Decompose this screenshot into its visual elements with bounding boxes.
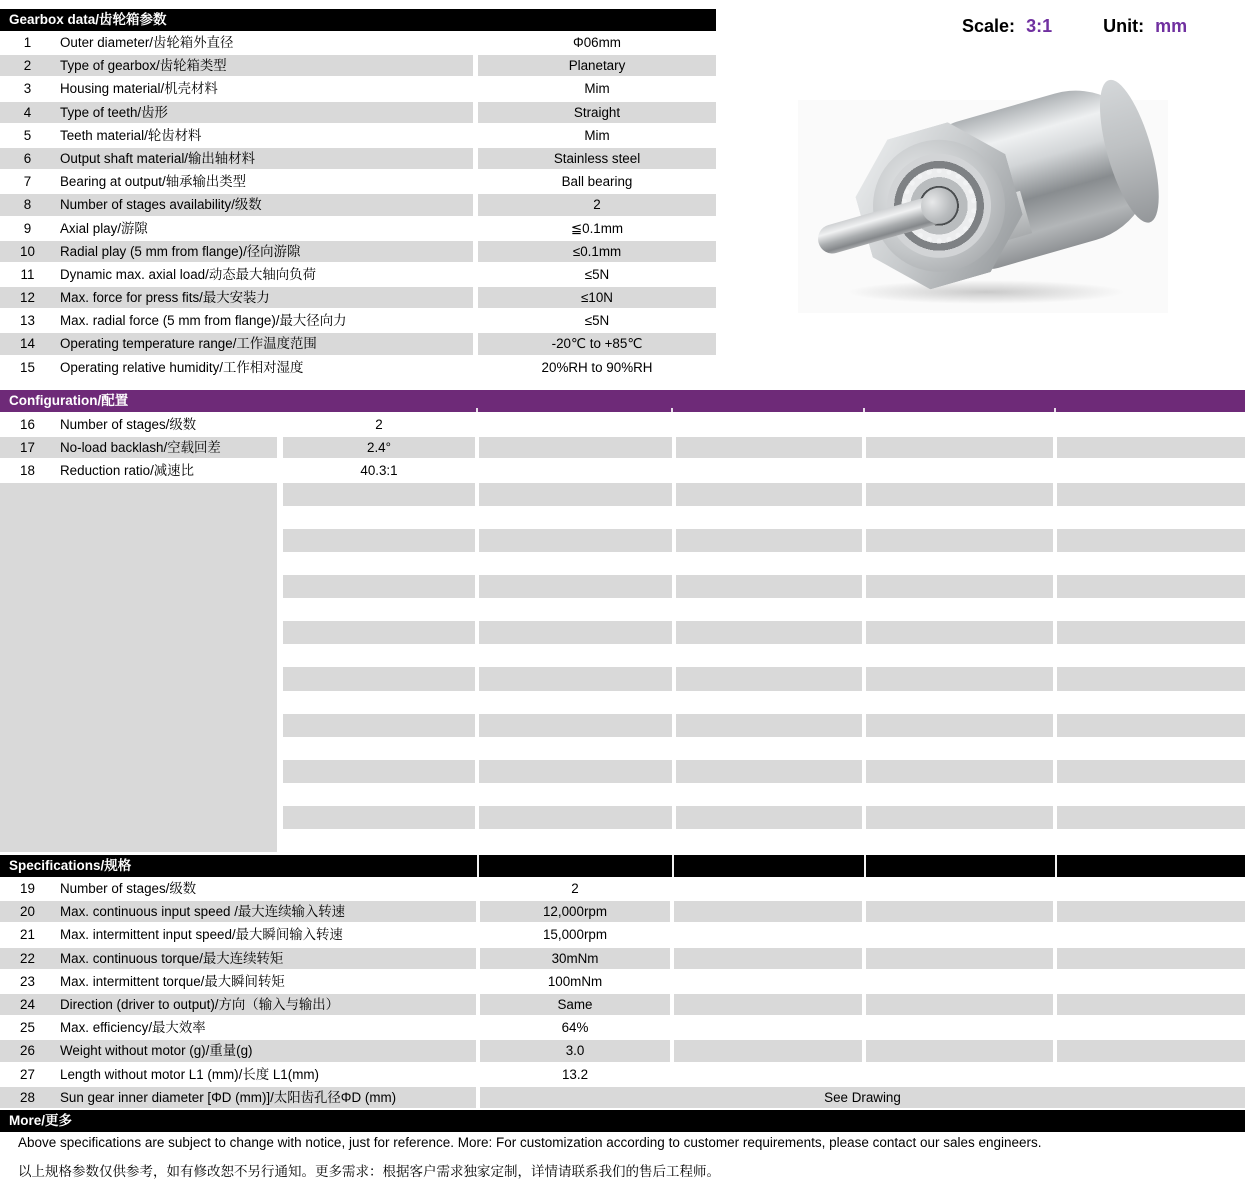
empty-grid-cell bbox=[283, 621, 475, 644]
row-label: No-load backlash/空载回差 bbox=[60, 440, 221, 456]
row-label: Max. continuous torque/最大连续转矩 bbox=[60, 950, 284, 966]
row-number: 21 bbox=[20, 927, 35, 943]
row-label: Operating temperature range/工作温度范围 bbox=[60, 336, 317, 352]
row-label: Type of teeth/齿形 bbox=[60, 104, 168, 120]
row-value: 30mNm bbox=[551, 950, 599, 966]
empty-grid-cell bbox=[1057, 806, 1245, 829]
row-number: 10 bbox=[20, 243, 35, 259]
scale-label: Scale: bbox=[962, 16, 1016, 36]
row-number: 7 bbox=[23, 174, 32, 190]
column-separator bbox=[1055, 855, 1057, 877]
row-label: Max. radial force (5 mm from flange)/最大径向力 bbox=[60, 313, 347, 329]
footer-note-english: Above specifications are subject to change with notice, just for reference. More: For customization according to customer requirements, please contact our sales engineers. bbox=[18, 1135, 1042, 1150]
row-number: 13 bbox=[20, 313, 35, 329]
empty-grid-cell bbox=[1057, 621, 1245, 644]
column-separator bbox=[864, 855, 866, 877]
empty-configuration-grid bbox=[0, 483, 1245, 852]
row-label: Type of gearbox/齿轮箱类型 bbox=[60, 58, 227, 74]
row-label: Sun gear inner diameter [ΦD (mm)]/太阳齿孔径ΦD (mm) bbox=[60, 1089, 397, 1105]
row-number: 27 bbox=[20, 1066, 35, 1082]
empty-grid-cell bbox=[479, 621, 672, 644]
row-value: 40.3:1 bbox=[360, 463, 398, 479]
empty-grid-cell bbox=[676, 575, 862, 598]
row-label: Number of stages/级数 bbox=[60, 417, 197, 432]
row-value: Same bbox=[557, 996, 593, 1012]
empty-grid-cell bbox=[866, 575, 1053, 598]
empty-grid-cell bbox=[866, 760, 1053, 783]
row-number: 8 bbox=[23, 197, 32, 213]
row-value: Φ06mm bbox=[573, 35, 621, 50]
row-label: Operating relative humidity/工作相对湿度 bbox=[60, 359, 304, 375]
row-value: ≦0.1mm bbox=[570, 220, 624, 236]
row-value: 2 bbox=[593, 197, 601, 213]
row-value: See Drawing bbox=[824, 1089, 901, 1105]
row-label: Axial play/游隙 bbox=[60, 220, 148, 236]
row-number: 16 bbox=[20, 417, 35, 432]
scale-value: 3:1 bbox=[1026, 16, 1053, 36]
specification-row bbox=[0, 877, 1245, 900]
row-value: -20℃ to +85℃ bbox=[551, 336, 643, 352]
configuration-table bbox=[0, 413, 1245, 483]
gearbox-data-row bbox=[0, 356, 1245, 379]
empty-grid-cell bbox=[1057, 483, 1245, 506]
specification-row bbox=[0, 947, 1245, 970]
empty-grid-cell bbox=[1057, 529, 1245, 552]
empty-grid-cell bbox=[1057, 575, 1245, 598]
unit-label: Unit: bbox=[1103, 16, 1145, 36]
row-number: 11 bbox=[20, 266, 35, 282]
empty-grid-cell bbox=[283, 760, 475, 783]
row-shading-cell bbox=[866, 901, 1053, 922]
specifications-table bbox=[0, 877, 1245, 1109]
section-header-gearbox-data bbox=[0, 9, 716, 31]
empty-grid-cell bbox=[676, 667, 862, 690]
row-value: 12,000rpm bbox=[542, 904, 608, 920]
empty-grid-cell bbox=[676, 529, 862, 552]
row-label: Radial play (5 mm from flange)/径向游隙 bbox=[60, 243, 301, 259]
row-number: 5 bbox=[23, 127, 32, 143]
specification-row bbox=[0, 1039, 1245, 1062]
empty-grid-cell bbox=[866, 529, 1053, 552]
row-number: 28 bbox=[20, 1089, 35, 1105]
empty-grid-cell bbox=[479, 483, 672, 506]
row-value: Mim bbox=[584, 81, 610, 97]
row-label: Max. efficiency/最大效率 bbox=[60, 1020, 206, 1036]
row-value: Ball bearing bbox=[561, 174, 633, 190]
row-value: Planetary bbox=[568, 58, 626, 74]
column-separator bbox=[477, 855, 479, 877]
scale-unit-line bbox=[962, 16, 1187, 37]
row-number: 3 bbox=[23, 81, 32, 97]
row-label: Max. force for press fits/最大安装力 bbox=[60, 290, 270, 306]
column-separator-tick bbox=[476, 408, 478, 412]
row-shading-cell bbox=[676, 437, 862, 458]
specification-row bbox=[0, 970, 1245, 993]
row-value: 100mNm bbox=[547, 973, 603, 989]
row-shading-cell bbox=[866, 948, 1053, 969]
row-number: 6 bbox=[23, 150, 32, 166]
row-number: 9 bbox=[23, 220, 32, 236]
section-header-configuration bbox=[0, 390, 1245, 412]
empty-grid-cell bbox=[676, 483, 862, 506]
row-shading-cell bbox=[1057, 901, 1245, 922]
empty-grid-cell bbox=[479, 806, 672, 829]
row-value: 3.0 bbox=[565, 1043, 585, 1059]
row-label: Number of stages availability/级数 bbox=[60, 197, 262, 213]
specification-row bbox=[0, 1086, 1245, 1109]
row-number: 17 bbox=[20, 440, 35, 456]
row-value: Mim bbox=[584, 127, 610, 143]
row-value: 64% bbox=[561, 1020, 589, 1036]
column-separator-tick bbox=[671, 408, 673, 412]
section-header-specifications bbox=[0, 855, 1245, 877]
row-number: 26 bbox=[20, 1043, 35, 1059]
empty-grid-cell bbox=[283, 575, 475, 598]
row-value: 2.4° bbox=[367, 440, 391, 456]
section-title-gearbox-data: Gearbox data/齿轮箱参数 bbox=[9, 12, 167, 27]
empty-grid-cell bbox=[479, 575, 672, 598]
row-label: Outer diameter/齿轮箱外直径 bbox=[60, 35, 234, 50]
empty-grid-cell bbox=[479, 667, 672, 690]
configuration-row bbox=[0, 436, 1245, 459]
row-value: ≤5N bbox=[584, 313, 610, 329]
row-shading-cell bbox=[479, 437, 672, 458]
row-label: Reduction ratio/减速比 bbox=[60, 463, 194, 479]
row-label: Max. continuous input speed /最大连续输入转速 bbox=[60, 904, 346, 920]
row-label: Housing material/机壳材料 bbox=[60, 81, 218, 97]
column-separator-tick bbox=[1054, 408, 1056, 412]
row-number: 12 bbox=[20, 290, 35, 306]
row-label: Bearing at output/轴承输出类型 bbox=[60, 174, 247, 190]
row-shading-cell bbox=[674, 994, 862, 1015]
row-number: 15 bbox=[20, 359, 35, 375]
specification-row bbox=[0, 1063, 1245, 1086]
empty-grid-cell bbox=[1057, 760, 1245, 783]
row-label: Max. intermittent torque/最大瞬间转矩 bbox=[60, 973, 285, 989]
row-number: 4 bbox=[23, 104, 32, 120]
row-number: 23 bbox=[20, 973, 35, 989]
row-value: 13.2 bbox=[561, 1066, 589, 1082]
section-title-more: More/更多 bbox=[9, 1113, 73, 1128]
row-number: 1 bbox=[23, 35, 32, 50]
row-value: Stainless steel bbox=[553, 150, 641, 166]
empty-grid-cell bbox=[676, 714, 862, 737]
row-number: 25 bbox=[20, 1020, 35, 1036]
empty-grid-cell bbox=[676, 621, 862, 644]
footer-note-chinese: 以上规格参数仅供参考，如有修改恕不另行通知。更多需求：根据客户需求独家定制，详情请联系我们的售后工程师。 bbox=[18, 1164, 720, 1179]
gearbox-data-row bbox=[0, 332, 1245, 355]
row-shading-cell bbox=[1057, 437, 1245, 458]
row-label: Dynamic max. axial load/动态最大轴向负荷 bbox=[60, 266, 316, 282]
row-shading-cell bbox=[674, 948, 862, 969]
row-value: ≤5N bbox=[584, 266, 610, 282]
specification-row bbox=[0, 993, 1245, 1016]
row-number: 19 bbox=[20, 881, 35, 896]
row-label: Number of stages/级数 bbox=[60, 881, 197, 896]
row-value: ≤10N bbox=[581, 290, 613, 306]
row-shading-cell bbox=[866, 437, 1053, 458]
row-number: 2 bbox=[23, 58, 32, 74]
empty-grid-cell bbox=[283, 806, 475, 829]
section-header-more bbox=[0, 1110, 1245, 1132]
empty-grid-cell bbox=[866, 806, 1053, 829]
configuration-row bbox=[0, 459, 1245, 482]
row-number: 24 bbox=[20, 996, 35, 1012]
row-value: 15,000rpm bbox=[542, 927, 608, 943]
row-number: 14 bbox=[20, 336, 35, 352]
empty-grid-cell bbox=[866, 714, 1053, 737]
empty-grid-cell bbox=[283, 483, 475, 506]
row-label: Max. intermittent input speed/最大瞬间输入转速 bbox=[60, 927, 343, 943]
empty-grid-cell bbox=[1057, 714, 1245, 737]
empty-grid-cell bbox=[866, 667, 1053, 690]
empty-grid-cell bbox=[479, 529, 672, 552]
row-shading-cell bbox=[1057, 994, 1245, 1015]
column-separator bbox=[672, 855, 674, 877]
row-value: 2 bbox=[375, 417, 383, 432]
empty-grid-cell bbox=[676, 760, 862, 783]
row-value: 2 bbox=[571, 881, 579, 896]
row-shading-cell bbox=[1057, 948, 1245, 969]
empty-grid-cell bbox=[283, 667, 475, 690]
configuration-row bbox=[0, 413, 1245, 436]
gearbox-product-image bbox=[798, 100, 1168, 313]
unit-value: mm bbox=[1155, 16, 1188, 36]
gearbox-data-row bbox=[0, 54, 1245, 77]
row-label: Weight without motor (g)/重量(g) bbox=[60, 1043, 253, 1059]
empty-grid-cell bbox=[479, 760, 672, 783]
row-label: Length without motor L1 (mm)/长度 L1(mm) bbox=[60, 1066, 319, 1082]
empty-grid-cell bbox=[866, 483, 1053, 506]
row-label: Output shaft material/输出轴材料 bbox=[60, 150, 255, 166]
row-shading-cell bbox=[674, 901, 862, 922]
empty-grid-cell bbox=[676, 806, 862, 829]
row-number: 20 bbox=[20, 904, 35, 920]
empty-grid-cell bbox=[1057, 667, 1245, 690]
section-title-specifications: Specifications/规格 bbox=[9, 858, 132, 873]
row-label: Direction (driver to output)/方向（输入与输出） bbox=[60, 996, 340, 1012]
empty-grid-cell bbox=[479, 714, 672, 737]
section-title-configuration: Configuration/配置 bbox=[9, 393, 129, 408]
row-label: Teeth material/轮齿材料 bbox=[60, 127, 202, 143]
row-shading-cell bbox=[866, 1040, 1053, 1061]
column-separator-tick bbox=[863, 408, 865, 412]
empty-grid-cell bbox=[866, 621, 1053, 644]
empty-grid-left-block bbox=[0, 483, 277, 852]
row-shading-cell bbox=[1057, 1040, 1245, 1061]
specification-row bbox=[0, 900, 1245, 923]
row-number: 22 bbox=[20, 950, 35, 966]
empty-grid-cell bbox=[283, 714, 475, 737]
empty-grid-cell bbox=[283, 529, 475, 552]
row-shading-cell bbox=[866, 994, 1053, 1015]
specification-row bbox=[0, 923, 1245, 946]
row-number: 18 bbox=[20, 463, 35, 479]
row-value: ≤0.1mm bbox=[572, 243, 622, 259]
row-value: Straight bbox=[573, 104, 621, 120]
specification-row bbox=[0, 1016, 1245, 1039]
row-shading-cell bbox=[674, 1040, 862, 1061]
row-value: 20%RH to 90%RH bbox=[541, 359, 653, 375]
